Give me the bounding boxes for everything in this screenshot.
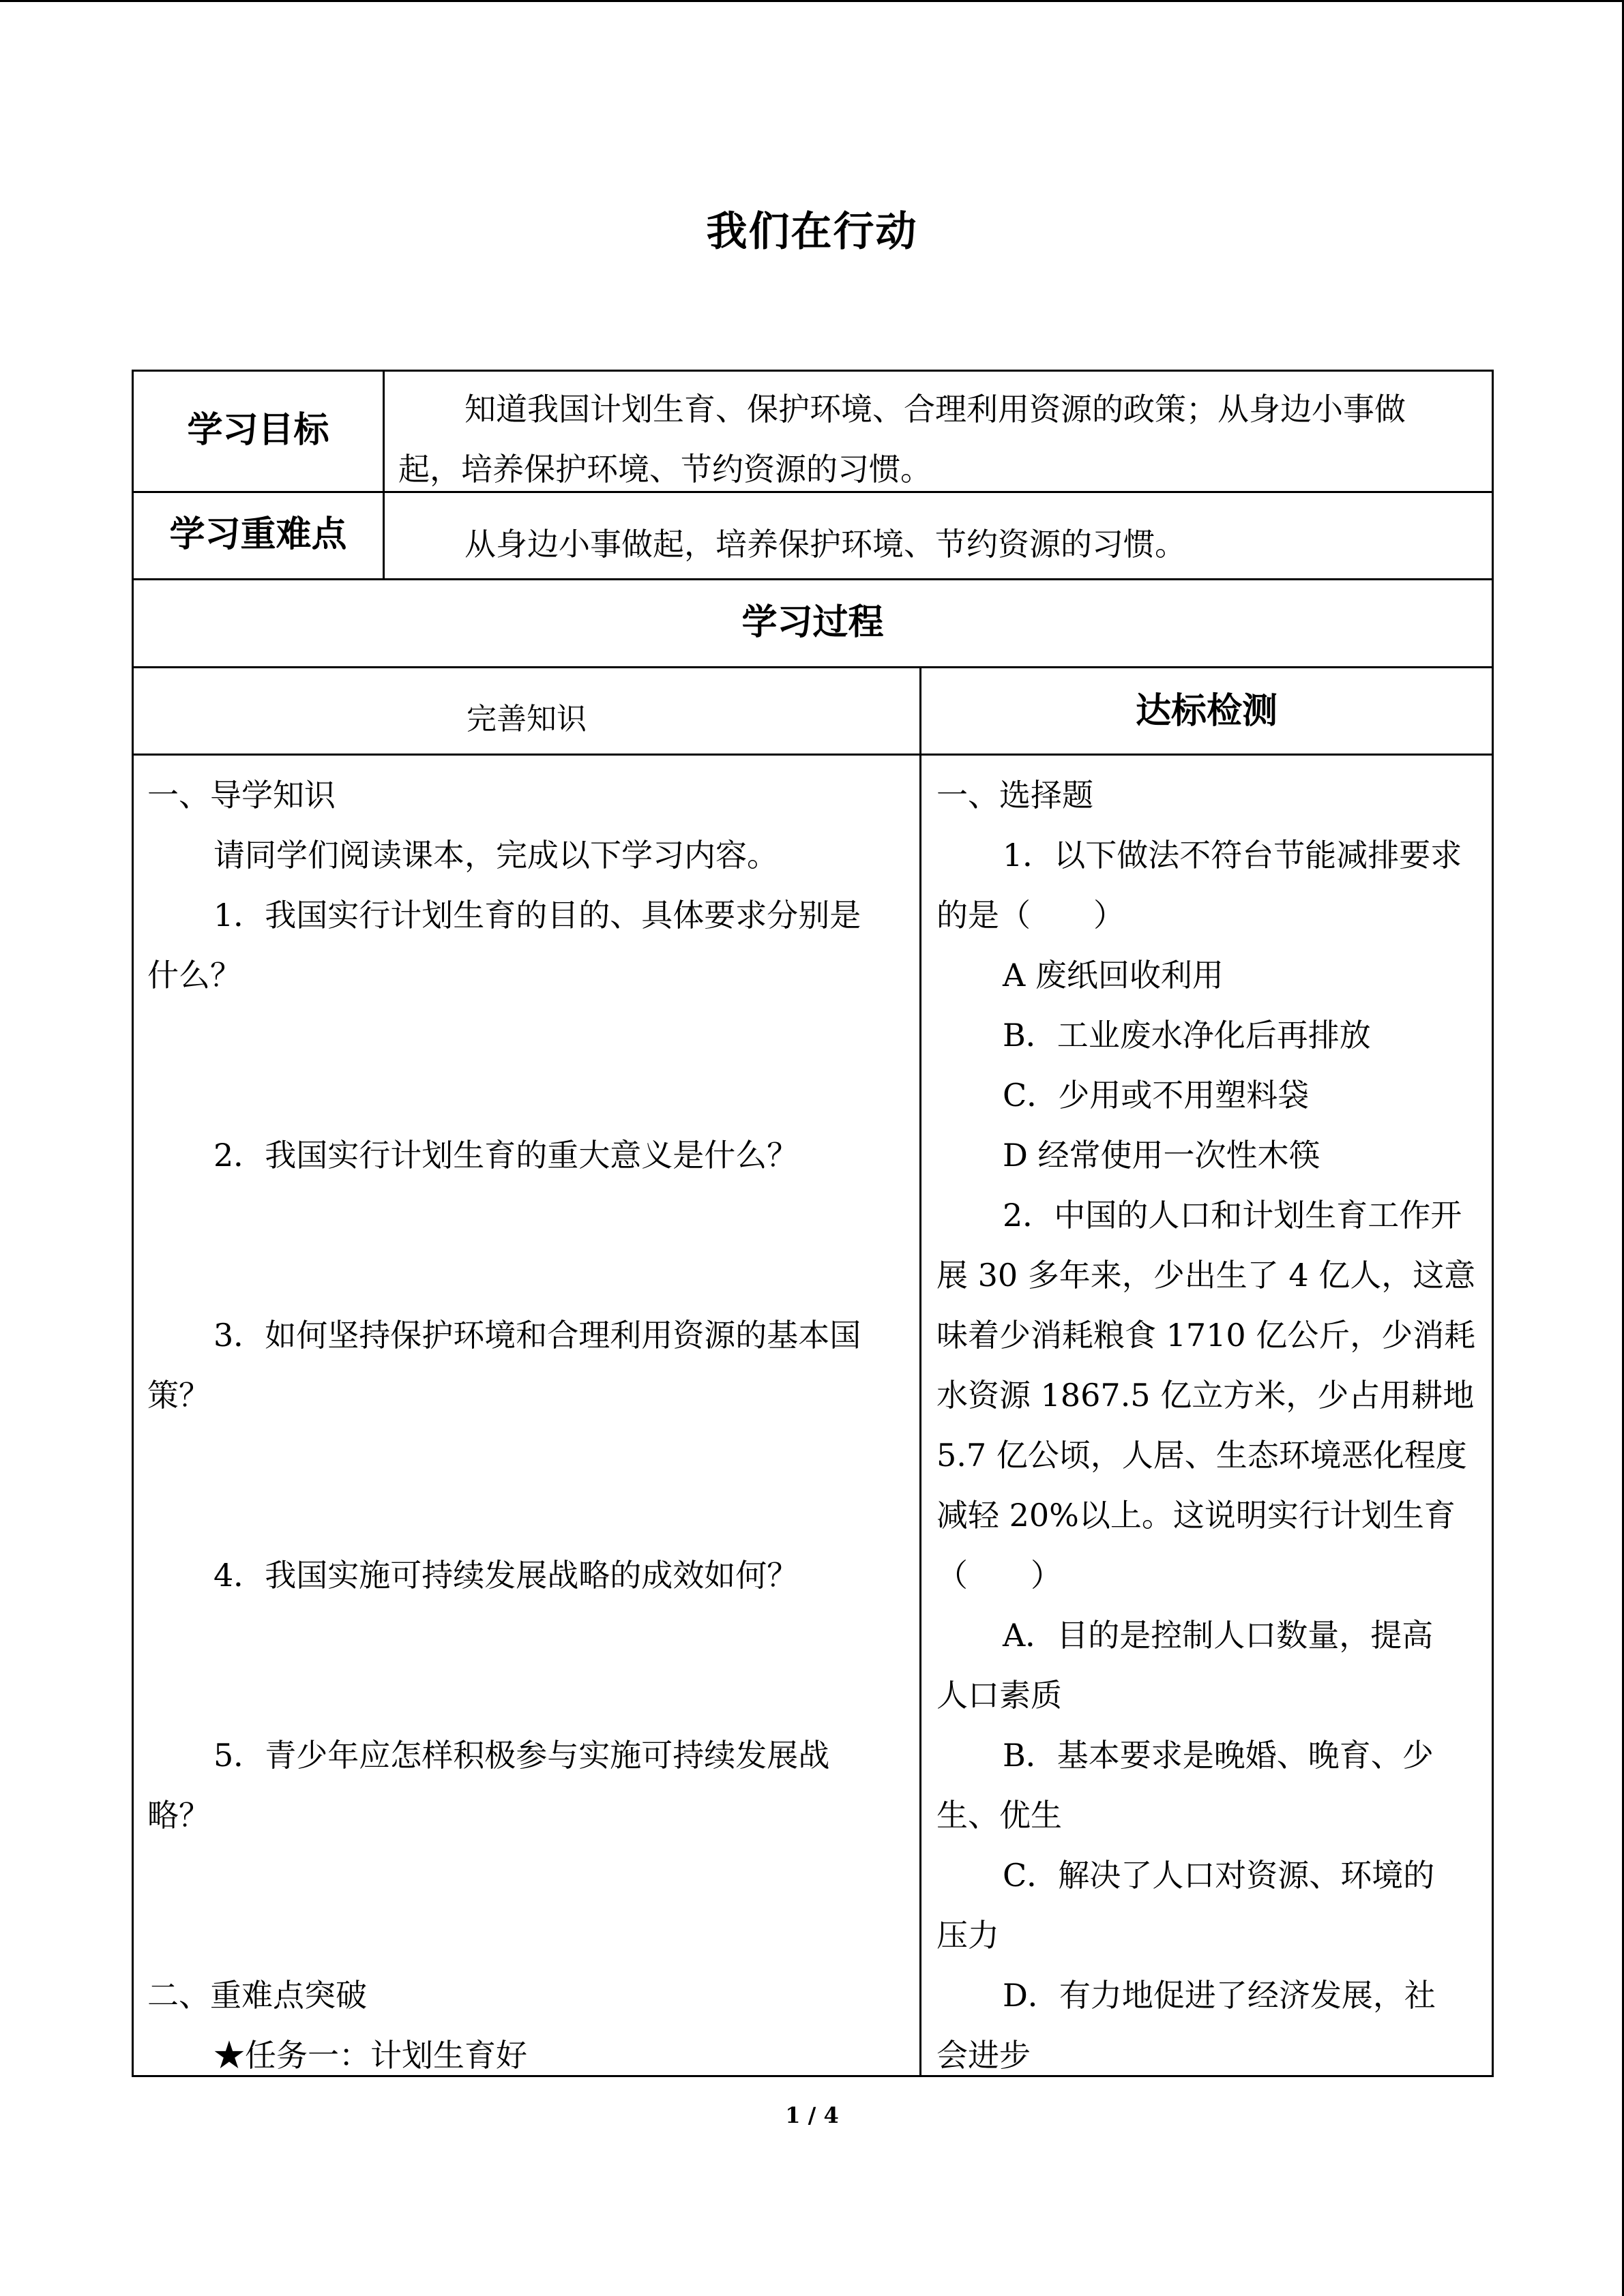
left-section2-heading: 二、重难点突破 — [147, 1977, 367, 2014]
task-1: ★任务一：计划生育好 — [213, 2037, 527, 2074]
goal-text-line1: 知道我国计划生育、保护环境、合理利用资源的政策；从身边小事做 — [464, 391, 1406, 428]
key-points-label: 学习重难点 — [169, 514, 347, 555]
question-5-line2: 略？ — [147, 1797, 210, 1834]
problem-1-option-a: A 废纸回收利用 — [1003, 957, 1224, 994]
question-4: 4．我国实施可持续发展战略的成效如何？ — [213, 1557, 799, 1594]
left-intro: 请同学们阅读课本，完成以下学习内容。 — [213, 837, 778, 874]
problem-2-option-c-line2: 压力 — [936, 1917, 999, 1954]
question-3-line1: 3．如何坚持保护环境和合理利用资源的基本国 — [213, 1317, 861, 1354]
problem-2-line3: 味着少消耗粮食 1710 亿公斤，少消耗 — [936, 1317, 1476, 1354]
problem-1-line1: 1．以下做法不符台节能减排要求 — [1003, 837, 1462, 874]
problem-2-option-c-line1: C．解决了人口对资源、环境的 — [1003, 1857, 1435, 1894]
left-column-header: 完善知识 — [467, 702, 587, 736]
problem-1-option-b: B．工业废水净化后再排放 — [1003, 1017, 1371, 1054]
goal-label: 学习目标 — [187, 410, 329, 451]
problem-2-line6: 减轻 20%以上。这说明实行计划生育 — [936, 1497, 1456, 1534]
problem-2-line1: 2．中国的人口和计划生育工作开 — [1003, 1197, 1462, 1234]
problem-2-option-d-line1: D．有力地促进了经济发展，社 — [1003, 1977, 1436, 2014]
page-number: 1 / 4 — [785, 2102, 839, 2128]
problem-2-line4: 水资源 1867.5 亿立方米，少占用耕地 — [936, 1377, 1475, 1414]
process-header: 学习过程 — [741, 602, 884, 643]
page-title: 我们在行动 — [706, 208, 918, 256]
problem-1-line2: 的是（ ） — [936, 897, 1125, 934]
problem-2-option-d-line2: 会进步 — [936, 2037, 1031, 2074]
problem-2-line2: 展 30 多年来，少出生了 4 亿人，这意 — [936, 1257, 1476, 1294]
problem-2-option-a-line1: A．目的是控制人口数量，提高 — [1003, 1617, 1434, 1654]
problem-2-option-b-line1: B．基本要求是晚婚、晚育、少 — [1003, 1737, 1434, 1774]
right-section1-heading: 一、选择题 — [936, 777, 1093, 814]
goal-text-line2: 起，培养保护环境、节约资源的习惯。 — [398, 451, 932, 488]
problem-1-option-c: C．少用或不用塑料袋 — [1003, 1077, 1310, 1114]
page-top-border — [0, 0, 1624, 2]
problem-2-option-b-line2: 生、优生 — [936, 1797, 1062, 1834]
problem-2-line7: （ ） — [936, 1557, 1062, 1594]
question-3-line2: 策？ — [147, 1377, 210, 1414]
problem-2-option-a-line2: 人口素质 — [936, 1677, 1062, 1714]
left-section1-heading: 一、导学知识 — [147, 777, 336, 814]
problem-2-line5: 5.7 亿公顷，人居、生态环境恶化程度 — [936, 1437, 1467, 1474]
question-1-line2: 什么？ — [147, 957, 241, 994]
problem-1-option-d: D 经常使用一次性木筷 — [1003, 1137, 1320, 1174]
question-5-line1: 5．青少年应怎样积极参与实施可持续发展战 — [213, 1737, 830, 1774]
right-column-header: 达标检测 — [1135, 691, 1278, 732]
question-1-line1: 1．我国实行计划生育的目的、具体要求分别是 — [213, 897, 861, 934]
key-points-text: 从身边小事做起，培养保护环境、节约资源的习惯。 — [464, 526, 1186, 563]
question-2: 2．我国实行计划生育的重大意义是什么？ — [213, 1137, 799, 1174]
